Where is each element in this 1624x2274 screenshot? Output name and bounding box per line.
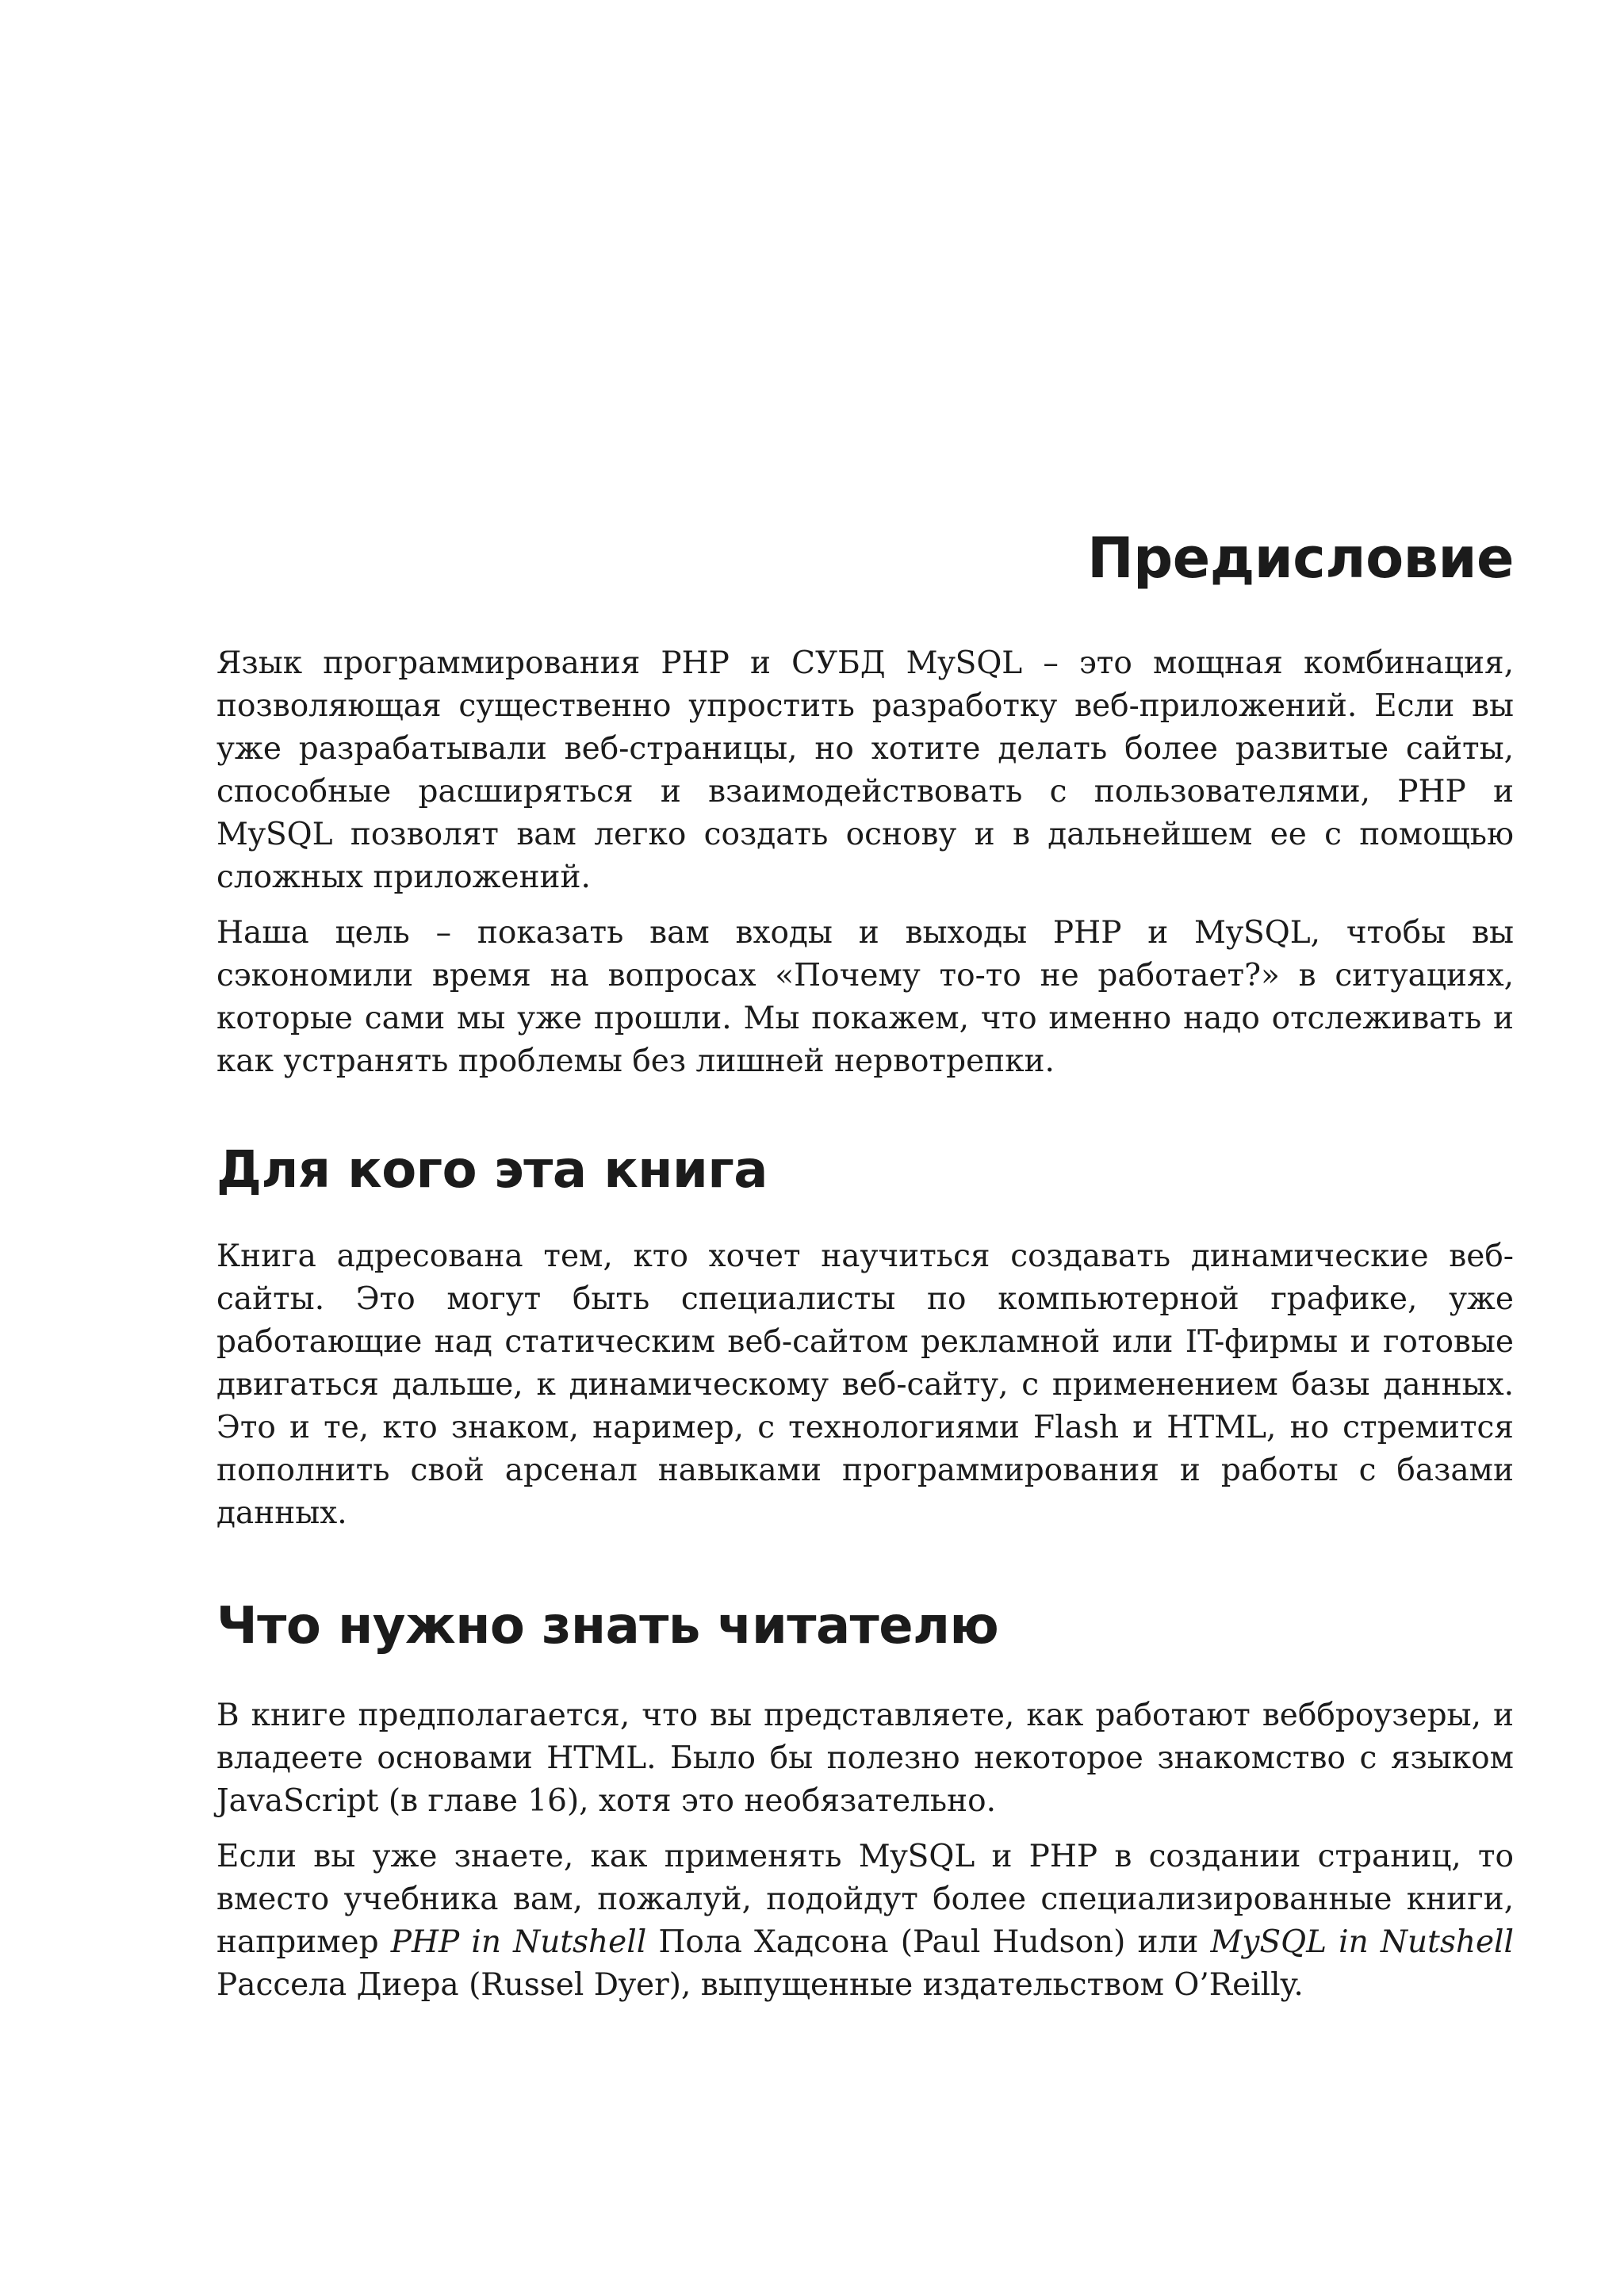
page-title: Предисловие — [1087, 526, 1514, 591]
audience-paragraph-1: Книга адресована тем, кто хочет научиться создавать динамические веб-сайты. Это могут быть специалисты по компьютерной графике, уже работающие над статическим веб-сайтом рекламной или IT-фирмы и готовые двигаться дальше, к динамическому веб-сайту, с применением базы данных. Это и те, кто знаком, наример, с технологиями Flash и HTML, но стремится пополнить свой арсенал навыками программирования и работы с базами данных. — [216, 1238, 1514, 1531]
intro-paragraph-2: Наша цель – показать вам входы и выходы PHP и MySQL, чтобы вы сэкономили время на вопросах «Почему то-то не работает?» в ситуациях, которые сами мы уже прошли. Мы покажем, что именно надо отслеживать и как устранять проблемы без лишней нервотрепки. — [216, 915, 1514, 1079]
book-title-php: PHP in Nutshell — [390, 1924, 647, 1960]
prerequisites-paragraph-2 — [216, 1836, 1514, 2007]
audience-heading: Для кого эта книга — [216, 1141, 768, 1200]
paragraph-text: Если вы уже знаете, как применять MySQL и PHP в создании страниц, то вместо учебника вам, пожалуй, подойдут более специализированные книги, например — [216, 1839, 1514, 1960]
intro-paragraph-1: Язык программирования PHP и СУБД MySQL – это мощная комбинация, позволяющая существенно упростить разработку веб-приложений. Если вы уже разрабатывали веб-страницы, но хотите делать более развитые сайты, способные расширяться и взаимодействовать с пользователями, PHP и MySQL позволят вам легко создать основу и в дальнейшем ее с помощью сложных приложений. — [216, 645, 1514, 895]
prerequisites-heading: Что нужно знать читателю — [216, 1597, 999, 1656]
prerequisites-section — [216, 1694, 1514, 2007]
book-title-mysql: MySQL in Nutshell — [1210, 1924, 1514, 1960]
paragraph-text: Пола Хадсона (Paul Hudson) или — [646, 1924, 1211, 1960]
paragraph-text: Рассела Диера (Russel Dyer), выпущенные издательством O’Reilly. — [216, 1967, 1304, 2003]
audience-section — [216, 1235, 1514, 1535]
prerequisites-paragraph-1: В книге предполагается, что вы представляете, как работают вебброузеры, и владеете основами HTML. Было бы полезно некоторое знакомство с языком JavaScript (в главе 16), хотя это необязательно. — [216, 1698, 1514, 1819]
intro-section — [216, 642, 1514, 1083]
